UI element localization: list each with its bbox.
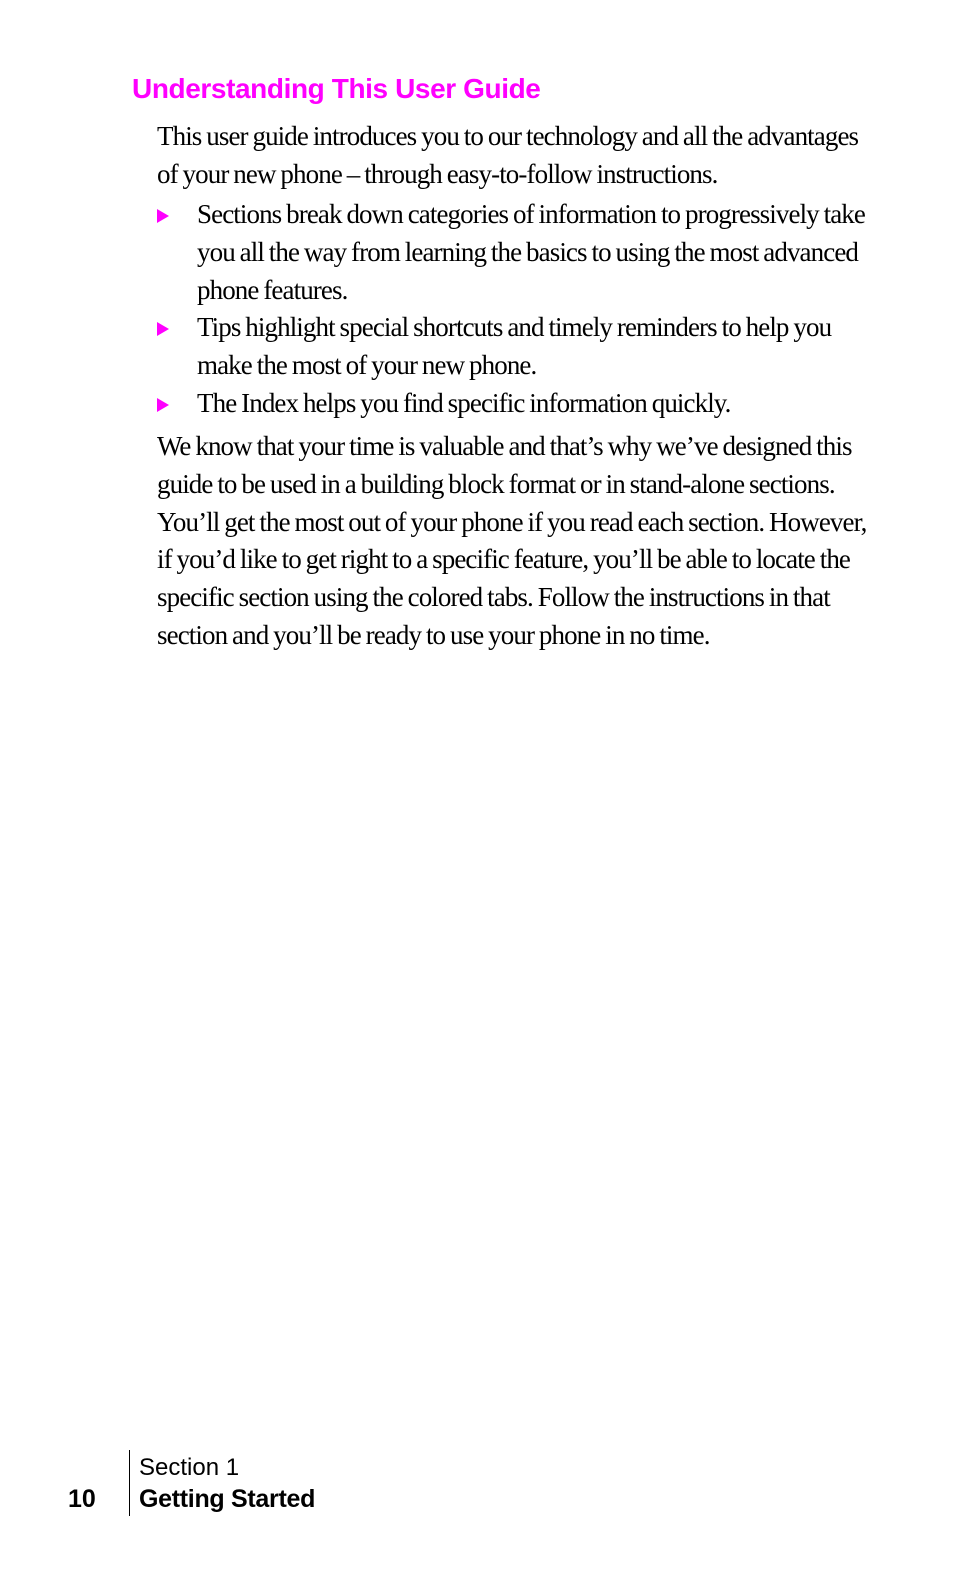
section-heading: Understanding This User Guide [132,73,541,104]
bullet-text: Tips highlight special shortcuts and timely reminders to help you make the most of your new phone. [197,312,832,381]
bullet-item-index [157,385,867,423]
bullet-item-sections [157,196,867,309]
bullet-text: The Index helps you find specific information quickly. [197,387,731,418]
triangle-bullet-icon [157,322,169,336]
footer-divider [129,1450,130,1516]
bullet-item-tips [157,309,867,385]
page-number: 10 [68,1485,96,1513]
footer-chapter-title: Getting Started [139,1485,316,1513]
footer-section-label: Section 1 [139,1454,240,1481]
closing-paragraph: We know that your time is valuable and that’s why we’ve designed this guide to be used in a building block format or in stand-alone sections. You’ll get the most out of your phone if you read each section. However, if you’d like to get right to a specific feature, you’ll be able to locate the specific section using the colored tabs. Follow the instructions in that section and you’ll be ready to use your phone in no time. [157,431,867,650]
triangle-bullet-icon [157,209,169,223]
bullet-text: Sections break down categories of information to progressively take you all the way from learning the basics to using the most advanced phone features. [197,199,865,305]
intro-paragraph: This user guide introduces you to our technology and all the advantages of your new phone – through easy-to-follow instructions. [157,121,859,189]
triangle-bullet-icon [157,398,169,412]
feature-bullet-list [157,196,867,423]
